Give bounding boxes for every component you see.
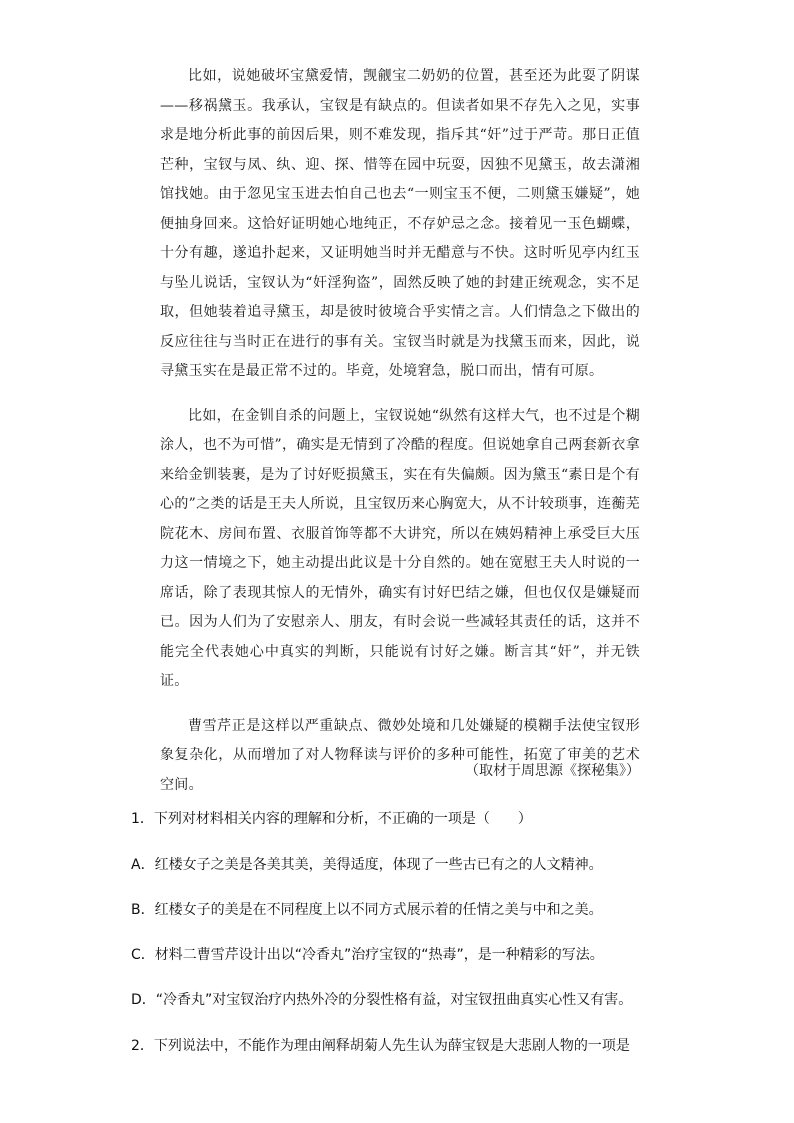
reading-passage	[160, 62, 640, 815]
question-1-option-a: A．红楼女子之美是各美其美，美得适度，体现了一些古已有之的人文精神。	[131, 857, 603, 873]
question-1-option-c: C．材料二曹雪芹设计出以“冷香丸”治疗宝钗的“热毒”，是一种精彩的写法。	[131, 947, 604, 963]
question-1-option-d: D．“冷香丸”对宝钗治疗内热外冷的分裂性格有益，对宝钗扭曲真实心性又有害。	[131, 992, 633, 1008]
passage-paragraph-3: 曹雪芹正是这样以严重缺点、微妙处境和几处嫌疑的模糊手法使宝钗形象复杂化，从而增加了对人物释读与评价的多种可能性，拓宽了审美的艺术空间。	[160, 717, 640, 793]
question-2: 2．下列说法中，不能作为理由阐释胡菊人先生认为薛宝钗是大悲剧人物的一项是	[131, 1038, 630, 1054]
question-1-option-b: B．红楼女子的美是在不同程度上以不同方式展示着的任情之美与中和之美。	[131, 902, 603, 918]
question-1: 1．下列对材料相关内容的理解和分析，不正确的一项是（ ）	[131, 811, 532, 827]
passage-paragraph-2: 比如，在金钏自杀的问题上，宝钗说她“纵然有这样大气，也不过是个糊涂人，也不为可惜”，确实是无情到了冷酷的程度。但说她拿自己两套新衣拿来给金钏装裹，是为了讨好贬损黛玉，实在有失偏颇。因为黛玉“素日是个有心的”之类的话是王夫人所说，且宝钗历来心胸宽大，从不计较琐事，连蘅芜院花木、房间布置、衣服首饰等都不大讲究，所以在姨妈精神上承受巨大压力这一情境之下，她主动提出此议是十分自然的。她在宽慰王夫人时说的一席话，除了表现其惊人的无情外，确实有讨好巴结之嫌，但也仅仅是嫌疑而已。因为人们为了安慰亲人、朋友，有时会说一些减轻其责任的话，这并不能完全代表她心中真实的判断，只能说有讨好之嫌。断言其“奸”，并无铁证。	[160, 407, 640, 689]
passage-paragraph-1: 比如，说她破坏宝黛爱情，觊觎宝二奶奶的位置，甚至还为此耍了阴谋——移祸黛玉。我承认，宝钗是有缺点的。但读者如果不存先入之见，实事求是地分析此事的前因后果，则不难发现，指斥其“奸”过于严苛。那日正值芒种，宝钗与凤、纨、迎、探、惜等在园中玩耍，因独不见黛玉，故去潇湘馆找她。由于忽见宝玉进去怕自己也去“一则宝玉不便，二则黛玉嫌疑”，她便抽身回来。这恰好证明她心地纯正，不存妒忌之念。接着见一玉色蝴蝶，十分有趣，遂追扑起来，又证明她当时并无醋意与不快。这时听见亭内红玉与坠儿说话，宝钗认为“奸淫狗盗”，固然反映了她的封建正统观念，实不足取，但她装着追寻黛玉，却是彼时彼境合乎实情之言。人们情急之下做出的反应往往与当时正在进行的事有关。宝钗当时就是为找黛玉而来，因此，说寻黛玉实在是最正常不过的。毕竟，处境窘急，脱口而出，情有可原。	[160, 68, 640, 379]
passage-source: （取材于周思源《探秘集》）	[465, 763, 640, 779]
